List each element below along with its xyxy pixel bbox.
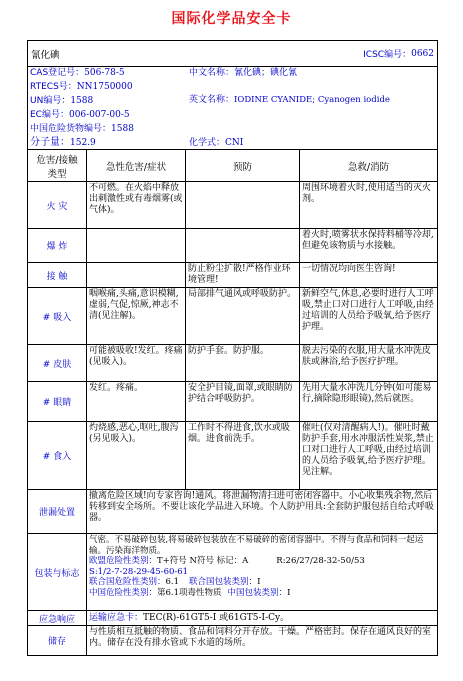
cn-pack-value: I [287,587,291,598]
hazard-row-explosion [28,229,437,263]
spill-text: 撤离危险区域!向专家咨询!通风。将泄漏物清扫进可密闭容器中。小心收集残余物,然后转移到安全场所。不要让该化学品进入环境。个人防护用具:全套防护服包括自给式呼吸器。 [86,490,437,533]
hazard-type: # 眼睛 [42,398,72,408]
cn-hazard-value: 1588 [111,124,134,134]
formula-value: CNI [225,138,244,148]
acute-text [86,263,185,287]
hazard-row-skin [28,345,437,382]
acute-text: 灼烧感,恶心,呕吐,腹泻(另见吸入)。 [86,422,185,489]
icsc-value: 0662 [411,48,434,59]
col-type-line1: 危害/接触 [36,154,78,166]
hazard-type: 爆 炸 [46,242,68,252]
firstaid-text: 着火时,喷雾状水保持料桶等冷却,但避免该物质与水接触。 [299,229,437,262]
acute-text: 发红。疼痛。 [86,382,185,421]
firstaid-text: 先用大量水冲洗几分钟(如可能易行,摘除隐形眼镜),然后就医。 [299,382,437,421]
emergency-label: 应急响应 [38,614,75,625]
un-pack-label: 联合国包装类别： [189,577,258,587]
col-prevention: 预防 [232,161,252,173]
firstaid-text: 一切情况均向医生咨询! [299,263,437,287]
en-name-value: IODINE CYANIDE; Cyanogen iodide [234,95,390,105]
rtecs-value: NN1750000 [76,82,133,92]
firstaid-text: 周围环境着火时,使用适当的灭火剂。 [299,182,437,228]
packaging-label: 包装与标志 [34,568,80,579]
transport-card-value: TEC(R)-61GT5-I 或61GT5-I-Cy。 [143,613,290,623]
storage-label: 储存 [47,637,66,647]
col-acute: 急性危害/症状 [105,161,167,173]
hazard-type: # 吸入 [42,312,72,323]
chemical-name: 氰化碘 [31,49,60,61]
prevention-text: 防护手套。防护服。 [185,345,299,381]
firstaid-text: 催吐(仅对清醒病人!)。催吐时戴防护手套,用水冲服活性炭浆,禁止口对口进行人工呼吸,由经过培训的人员给予吸氧,给予医疗护理。见注解。 [299,422,437,489]
rtecs-label: RTECS号： [30,82,77,92]
identifiers-row [28,67,437,150]
r-phrases: R:26/27/28-32-50/53 [276,556,365,566]
acute-text: 可能被吸收!发红。疼痛(见吸入)。 [86,345,185,381]
zh-name-value: 氰化碘；碘化氰 [234,68,298,78]
un-value: 1588 [70,96,94,106]
un-pack-value: I [257,577,261,587]
icsc-label: ICSC编号： [363,50,412,60]
acute-text: 不可燃。在火焰中释放出刺激性或有毒烟雾(或气体)。 [86,182,185,228]
packaging-row [28,534,437,611]
acute-text [86,229,185,262]
hazard-row-exposure [28,263,437,288]
un-class-label: 联合国危险性类别： [89,577,166,587]
zh-name-label: 中文名称： [189,68,235,78]
mw-label: 分子量： [30,137,70,148]
mw-value: 152.9 [70,138,96,148]
card-header-row [28,41,437,67]
cn-pack-label: 中国包装类别： [227,587,288,598]
ec-label: EC编号： [30,110,69,120]
transport-card-label: 运输应急卡： [89,613,144,623]
hazard-type: # 皮肤 [42,359,72,370]
prevention-text [185,182,299,228]
hazard-type: 接 触 [46,271,68,282]
col-firstaid: 急救/消防 [347,161,390,173]
hazard-type: # 食入 [42,452,72,462]
cn-hazard-label: 中国危险货物编号： [30,124,112,134]
eu-class-value: T+符号 N符号 标记：A [157,556,249,566]
hazard-type: 火 灾 [46,201,68,212]
hazard-row-fire [28,182,437,229]
un-class-value: 6.1 [165,577,180,587]
page-title: 国际化学品安全卡 [171,11,292,27]
storage-row [28,626,437,655]
ec-value: 006-007-00-5 [68,110,130,120]
un-label: UN编号： [30,96,71,106]
hazard-table-header [28,150,437,182]
col-type-line2: 类型 [47,168,67,180]
s-phrases: S:1/2-7-28-29-45-60-61 [89,566,189,577]
cn-class-label: 中国危险性类别： [89,587,158,598]
acute-text: 咽喉痛,头痛,意识模糊,虚弱,气促,惊厥,神志不清(见注解)。 [86,288,185,344]
prevention-text: 工作时不得进食,饮水或吸烟。进食前洗手。 [185,422,299,489]
eu-class-label: 欧盟危险性类别： [89,556,158,566]
formula-label: 化学式： [189,138,226,148]
prevention-text: 安全护目镜,面罩,或眼睛防护结合呼吸防护。 [185,382,299,421]
spill-row [28,490,437,534]
hazard-row-ingestion [28,422,437,490]
emergency-row [28,611,437,626]
packaging-text: 气密。不易破碎包装,将易破碎包装放在不易破碎的密闭容器中。不得与食品和饲料一起运输。污染海洋物质。 [89,535,424,556]
prevention-text: 防止粉尘扩散!严格作业环境管理! [185,263,299,287]
hazard-row-eyes [28,382,437,422]
en-name-label: 英文名称： [189,95,235,105]
storage-text: 与性质相互抵触的物质、食品和饲料分开存放。干燥。严格密封。保存在通风良好的室内。储存在没有排水管或下水道的场所。 [86,626,437,655]
prevention-text: 局部排气通风或呼吸防护。 [185,288,299,344]
hazard-row-inhalation [28,288,437,345]
safety-card [27,40,438,656]
prevention-text [185,229,299,262]
firstaid-text: 脱去污染的衣服,用大量水冲洗皮肤或淋浴,给予医疗护理。 [299,345,437,381]
spill-label: 泄漏处置 [38,508,75,518]
cas-value: 506-78-5 [84,68,125,78]
firstaid-text: 新鲜空气,休息,必要时进行人工呼吸,禁止口对口进行人工呼吸,由经过培训的人员给予吸氧,给予医疗护理。 [299,288,437,344]
cas-label: CAS登记号： [30,68,85,78]
cn-class-value: 第6.1项毒性物质 [157,587,222,598]
